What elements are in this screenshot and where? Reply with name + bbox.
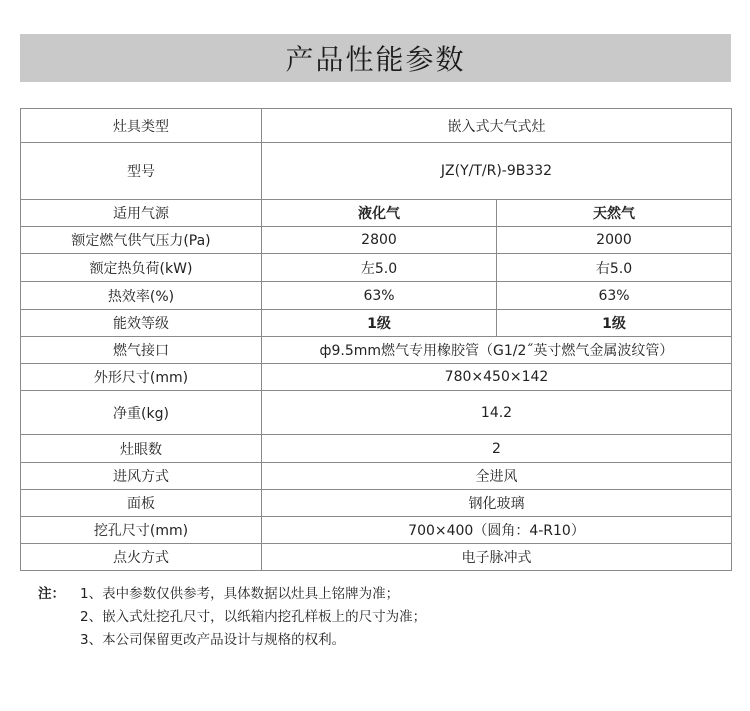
table-row (21, 435, 732, 463)
row-label-dimensions: 外形尺寸(mm) (21, 364, 262, 391)
value-efficiency-lpg: 63% (262, 282, 497, 310)
note-line (38, 629, 426, 652)
value-cutout: 700×400（圆角：4-R10） (262, 517, 732, 544)
value-pressure-lpg: 2800 (262, 227, 497, 254)
table-row (21, 391, 732, 435)
table-row (21, 517, 732, 544)
value-gas-natural: 天然气 (497, 200, 732, 227)
value-stove-type: 嵌入式大气式灶 (262, 109, 732, 143)
row-label-energy-grade: 能效等级 (21, 310, 262, 337)
row-label-cutout: 挖孔尺寸(mm) (21, 517, 262, 544)
row-label-gas-connector: 燃气接口 (21, 337, 262, 364)
table-row (21, 337, 732, 364)
note-item-1: 1、表中参数仅供参考，具体数据以灶具上铭牌为准； (80, 586, 400, 602)
notes-section (38, 583, 426, 652)
table-row (21, 463, 732, 490)
notes-prefix: 注： (38, 586, 65, 602)
value-gas-lpg: 液化气 (262, 200, 497, 227)
note-line (38, 606, 426, 629)
table-row (21, 254, 732, 282)
table-row (21, 227, 732, 254)
value-air-intake: 全进风 (262, 463, 732, 490)
note-line (38, 583, 426, 606)
row-label-heat-load: 额定热负荷(kW) (21, 254, 262, 282)
table-row (21, 364, 732, 391)
value-pressure-natural: 2000 (497, 227, 732, 254)
row-label-pressure: 额定燃气供气压力(Pa) (21, 227, 262, 254)
spec-table (20, 108, 732, 571)
value-grade-lpg: 1级 (262, 310, 497, 337)
value-efficiency-natural: 63% (497, 282, 732, 310)
title-bar (20, 34, 731, 82)
row-label-gas-source: 适用气源 (21, 200, 262, 227)
page-title: 产品性能参数 (285, 43, 466, 76)
table-row (21, 282, 732, 310)
row-label-air-intake: 进风方式 (21, 463, 262, 490)
row-label-stove-type: 灶具类型 (21, 109, 262, 143)
note-indent (38, 606, 80, 629)
table-row (21, 109, 732, 143)
row-label-panel: 面板 (21, 490, 262, 517)
table-row (21, 143, 732, 200)
value-panel: 钢化玻璃 (262, 490, 732, 517)
value-dimensions: 780×450×142 (262, 364, 732, 391)
row-label-ignition: 点火方式 (21, 544, 262, 571)
value-grade-natural: 1级 (497, 310, 732, 337)
value-ignition: 电子脉冲式 (262, 544, 732, 571)
note-item-3: 3、本公司保留更改产品设计与规格的权利。 (80, 632, 346, 648)
note-item-2: 2、嵌入式灶挖孔尺寸，以纸箱内挖孔样板上的尺寸为准； (80, 609, 427, 625)
table-row (21, 544, 732, 571)
table-row (21, 310, 732, 337)
value-net-weight: 14.2 (262, 391, 732, 435)
table-row (21, 200, 732, 227)
row-label-efficiency: 热效率(%) (21, 282, 262, 310)
value-heat-load-right: 右5.0 (497, 254, 732, 282)
row-label-model: 型号 (21, 143, 262, 200)
row-label-burners: 灶眼数 (21, 435, 262, 463)
value-model: JZ(Y/T/R)-9B332 (262, 143, 732, 200)
table-row (21, 490, 732, 517)
note-indent (38, 629, 80, 652)
row-label-net-weight: 净重(kg) (21, 391, 262, 435)
value-gas-connector: ф9.5mm燃气专用橡胶管（G1/2˝英寸燃气金属波纹管） (262, 337, 732, 364)
value-burners: 2 (262, 435, 732, 463)
value-heat-load-left: 左5.0 (262, 254, 497, 282)
